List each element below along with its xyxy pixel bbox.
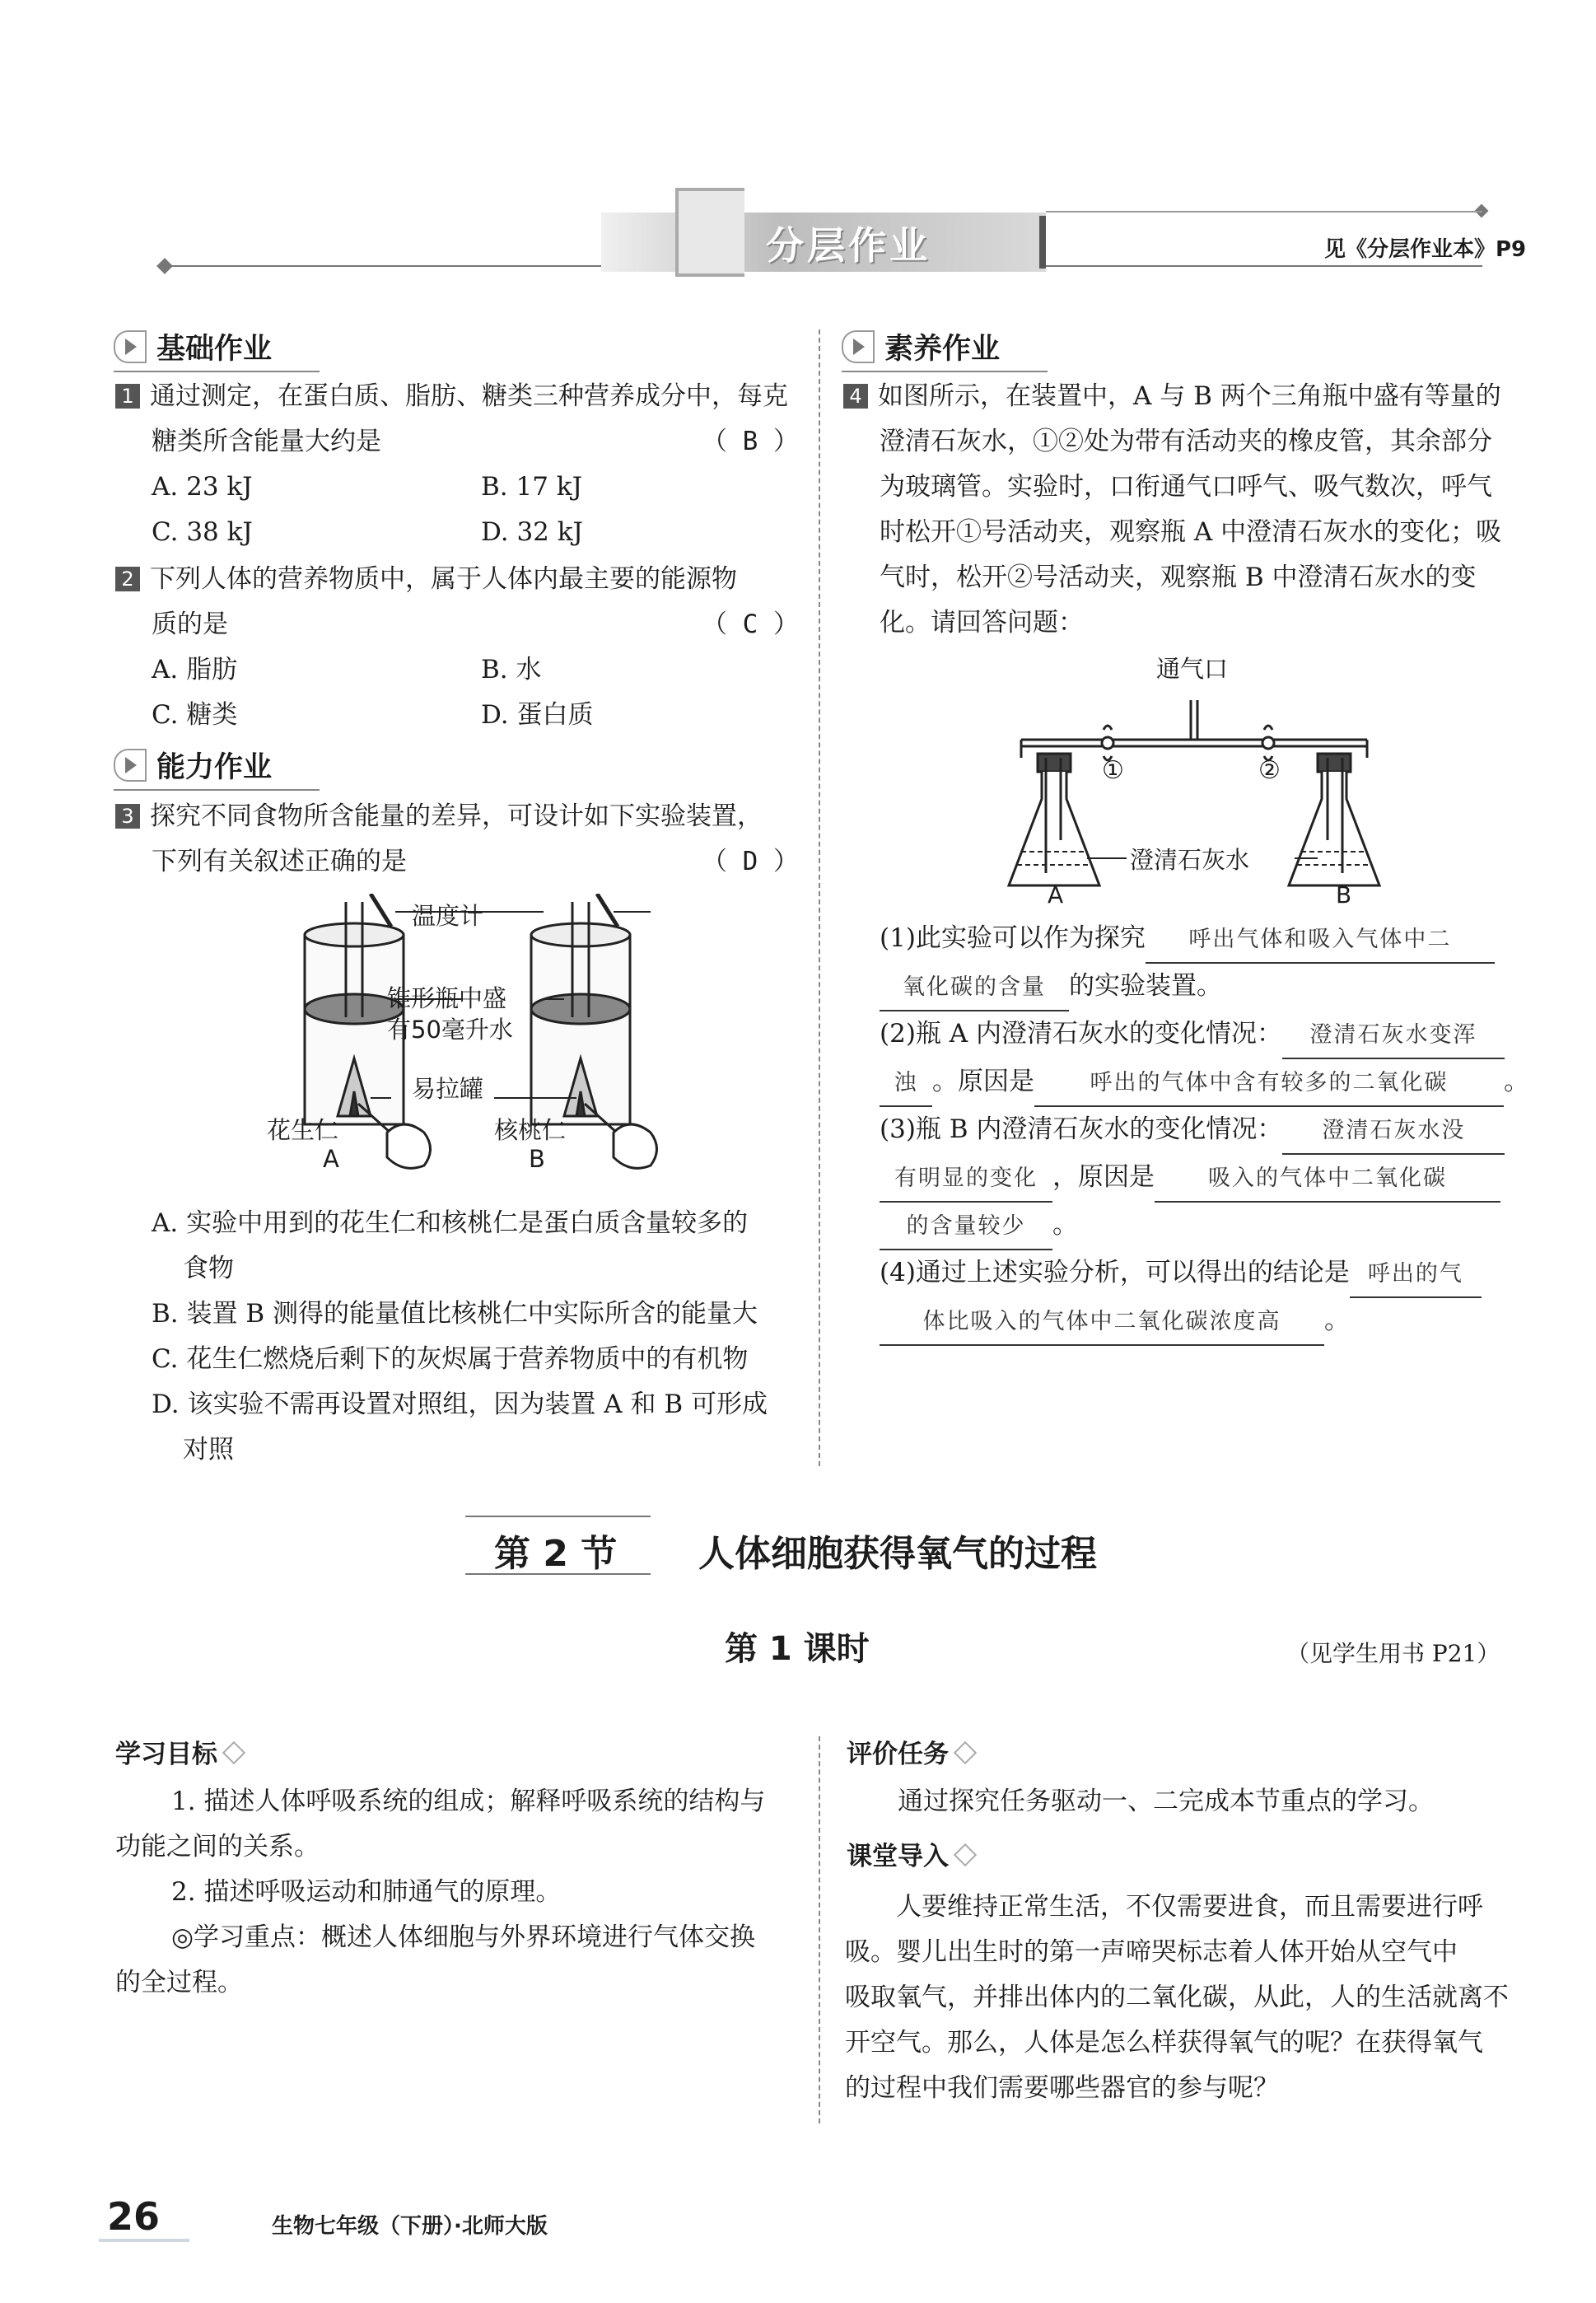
fig3-label-b: B bbox=[529, 1145, 545, 1173]
banner-icon bbox=[675, 188, 744, 277]
arrow-icon bbox=[842, 330, 875, 363]
q4-breathing-apparatus-figure bbox=[1005, 675, 1416, 914]
evaluation-text: 通过探究任务驱动一、二完成本节重点的学习。 bbox=[898, 1787, 1434, 1816]
fig3-flask-label-1: 锥形瓶中盛 bbox=[387, 984, 507, 1012]
q2-options: A. 脂肪 B. 水 C. 糖类 D. 蛋白质 bbox=[152, 655, 594, 730]
page-number-underline bbox=[99, 2239, 189, 2242]
fig3-flask-label-2: 有50毫升水 bbox=[387, 1016, 513, 1044]
ability-homework-heading: 能力作业 bbox=[114, 745, 272, 786]
lower-column-divider bbox=[819, 1736, 820, 2123]
book-title: 生物七年级（下册）·北师大版 bbox=[272, 2214, 548, 2239]
q4-sub-3: (3)瓶 B 内澄清石灰水的变化情况： 澄清石灰水没 bbox=[880, 1107, 1538, 1155]
question-2: 2 下列人体的营养物质中，属于人体内最主要的能源物 质的是 （ C ） bbox=[115, 557, 799, 647]
device-b bbox=[531, 894, 630, 1124]
q4-sub-answers: (1)此实验可以作为探究 呼出气体和吸入气体中二 氧化碳的含量 的实验装置。 (2)瓶 A 内澄清石灰水的变化情况： 澄清石灰水变浑 浊 。原因是 呼出的气体中含有较多的二氧化碳 。 (3)瓶 B 内澄清石灰水的变化情况： 澄清石灰水没 有明显的变化 ，原因是 吸入的气体中二氧化碳 的含量较少 。 (4)通过上述实验分析，可以得出的结论是 呼出的气 体比吸入的气体中二氧化碳浓度高 。 bbox=[880, 916, 1538, 1346]
arrow-icon bbox=[114, 749, 147, 782]
q3-options: A. 实验中用到的花生仁和核桃仁是蛋白质含量较多的 食物 B. 装置 B 测得的能量值比核桃仁中实际所含的能量大 C. 花生仁燃烧后剩下的灰烬属于营养物质中的有机物 D. 该实验不需再设置对照组，因为装置 A 和 B 可形成 对照 bbox=[152, 1208, 768, 1464]
q4-sub-1: (1)此实验可以作为探究 呼出气体和吸入气体中二 bbox=[880, 916, 1538, 964]
objectives-heading: 学习目标 bbox=[115, 1733, 242, 1770]
arrow-icon bbox=[114, 330, 147, 363]
header-dot-left bbox=[156, 258, 173, 274]
question-4: 4 如图所示，在装置中，A 与 B 两个三角瓶中盛有等量的 澄清石灰水，①②处为带有活动夹的橡皮管，其余部分 为玻璃管。实验时，口衔通气口呼气、吸气数次，呼气 时松开①号活动夹，观察瓶 A 中澄清石灰水的变化；吸 气时，松开②号活动夹，观察瓶 B 中澄清石灰水的变 化。请回答问题： bbox=[843, 374, 1535, 646]
banner-end-bar bbox=[1039, 216, 1046, 269]
fig4-clamp-2: ② bbox=[1258, 756, 1281, 785]
q4-sub-4: (4)通过上述实验分析，可以得出的结论是 呼出的气 bbox=[880, 1250, 1538, 1298]
header-rule-right bbox=[1046, 211, 1482, 213]
basic-homework-heading: 基础作业 bbox=[114, 326, 272, 367]
q1-options: A. 23 kJ B. 17 kJ C. 38 kJ D. 32 kJ bbox=[152, 472, 583, 547]
question-1: 1 通过测定，在蛋白质、脂肪、糖类三种营养成分中，每克 糖类所含能量大约是 （ B ） bbox=[115, 374, 799, 465]
fig3-can-label: 易拉罐 bbox=[412, 1075, 484, 1103]
fig3-label-a: A bbox=[323, 1145, 339, 1173]
fig4-clamp-1: ① bbox=[1102, 756, 1124, 785]
section-number: 第 2 节 bbox=[494, 1533, 618, 1575]
intro-text: 人要维持正常生活，不仅需要进食，而且需要进行呼 吸。婴儿出生时的第一声啼哭标志着人体开始从空气中 吸取氧气，并排出体内的二氧化碳，从此，人的生活就离不 开空气。那么，人体是怎么样获得氧气的呢？在获得氧气 的过程中我们需要哪些器官的参与呢？ bbox=[845, 1892, 1509, 2103]
banner-title: 分层作业 bbox=[766, 223, 931, 268]
intro-heading: 课堂导入 bbox=[847, 1835, 973, 1872]
fig4-label-a: A bbox=[1048, 881, 1064, 909]
question-3: 3 探究不同食物所含能量的差异，可设计如下实验装置， 下列有关叙述正确的是 （ D ） bbox=[115, 794, 799, 885]
page-number: 26 bbox=[107, 2194, 161, 2239]
column-divider bbox=[819, 329, 820, 1466]
section-number-rules bbox=[465, 1516, 651, 1575]
fig4-vent-label: 通气口 bbox=[1156, 655, 1229, 683]
fig4-label-b: B bbox=[1336, 881, 1352, 909]
q4-sub-2: (2)瓶 A 内澄清石灰水的变化情况： 澄清石灰水变浑 bbox=[880, 1011, 1538, 1059]
lesson-title: 第 1 课时 bbox=[725, 1630, 870, 1668]
fig3-peanut-label: 花生仁 bbox=[267, 1116, 339, 1144]
evaluation-heading: 评价任务 bbox=[847, 1733, 973, 1770]
student-book-ref: （见学生用书 P21） bbox=[1286, 1640, 1500, 1667]
fig4-lime-label: 澄清石灰水 bbox=[1130, 846, 1250, 874]
section-title: 人体细胞获得氧气的过程 bbox=[698, 1533, 1097, 1575]
fig3-thermometer-label: 温度计 bbox=[412, 902, 484, 930]
header-reference: 见《分层作业本》P9 bbox=[1324, 237, 1527, 262]
fig3-walnut-label: 核桃仁 bbox=[494, 1116, 567, 1144]
objectives-text: 1. 描述人体呼吸系统的组成；解释呼吸系统的结构与 功能之间的关系。 2. 描述呼吸运动和肺通气的原理。 ◎学习重点：概述人体细胞与外界环境进行气体交换 的全过程。 bbox=[115, 1787, 766, 1997]
literacy-homework-heading: 素养作业 bbox=[842, 326, 1000, 367]
